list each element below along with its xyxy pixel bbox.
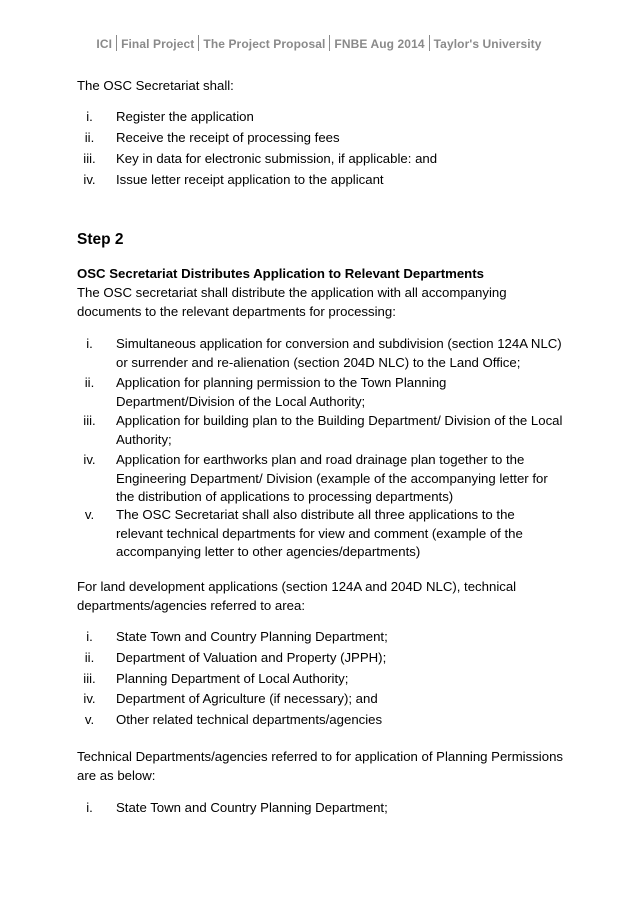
header-intake: FNBE Aug 2014 bbox=[334, 37, 425, 51]
list-text: Department of Valuation and Property (JPPH); bbox=[116, 650, 387, 665]
header-divider bbox=[329, 35, 330, 51]
list-text: Application for planning permission to the Town Planning Department/Division of the Local Authority; bbox=[116, 375, 447, 409]
list-text: Register the application bbox=[116, 109, 254, 124]
list-text: State Town and Country Planning Department; bbox=[116, 800, 388, 815]
list-text: Department of Agriculture (if necessary); and bbox=[116, 691, 378, 706]
list-number: iv. bbox=[83, 172, 96, 187]
section-subheading: OSC Secretariat Distributes Application to Relevant Departments bbox=[77, 266, 484, 281]
header-section: The Project Proposal bbox=[203, 37, 326, 51]
list-number: i. bbox=[86, 800, 93, 815]
distribution-paragraph: The OSC secretariat shall distribute the application with all accompanying documents to the relevant departments for processing: bbox=[77, 285, 507, 319]
list-text: Issue letter receipt application to the applicant bbox=[116, 172, 384, 187]
list-number: iv. bbox=[83, 452, 96, 467]
list-number: i. bbox=[86, 336, 93, 351]
list-text: Key in data for electronic submission, if applicable: and bbox=[116, 151, 438, 166]
list-text: Simultaneous application for conversion and subdivision (section 124A NLC) or surrender and re-alienation (section 204D NLC) to the Land Office; bbox=[116, 336, 562, 370]
list-text: Planning Department of Local Authority; bbox=[116, 671, 349, 686]
list-number: ii. bbox=[84, 130, 95, 145]
page-header bbox=[0, 35, 638, 51]
list-number: iii. bbox=[83, 151, 96, 166]
list-number: iii. bbox=[83, 671, 96, 686]
header-divider bbox=[429, 35, 430, 51]
header-course: ICI bbox=[96, 37, 113, 51]
planning-permission-paragraph: Technical Departments/agencies referred to for application of Planning Permissions are as below: bbox=[77, 749, 563, 783]
list-number: iv. bbox=[83, 691, 96, 706]
list-number: i. bbox=[86, 629, 93, 644]
list-text: Application for earthworks plan and road drainage plan together to the Engineering Department/ Division (example of the accompanying letter for the distribution of applications to processing departments) bbox=[116, 452, 548, 504]
header-project: Final Project bbox=[121, 37, 195, 51]
step-heading: Step 2 bbox=[77, 231, 124, 248]
list-text: The OSC Secretariat shall also distribute all three applications to the relevant technical departments for view and comment (example of the accompanying letter to other agencies/departments) bbox=[116, 507, 523, 559]
list-text: Receive the receipt of processing fees bbox=[116, 130, 340, 145]
list-text: Application for building plan to the Building Department/ Division of the Local Authority; bbox=[116, 413, 563, 447]
list-number: ii. bbox=[84, 650, 95, 665]
list-text: State Town and Country Planning Department; bbox=[116, 629, 388, 644]
header-divider bbox=[116, 35, 117, 51]
header-university: Taylor's University bbox=[433, 37, 542, 51]
intro-text: The OSC Secretariat shall: bbox=[77, 78, 234, 93]
list-number: i. bbox=[86, 109, 93, 124]
list-number: iii. bbox=[83, 413, 96, 428]
list-text: Other related technical departments/agencies bbox=[116, 712, 383, 727]
list-number: v. bbox=[84, 712, 95, 727]
list-number: ii. bbox=[84, 375, 95, 390]
list-number: v. bbox=[84, 507, 95, 522]
header-divider bbox=[198, 35, 199, 51]
land-development-paragraph: For land development applications (section 124A and 204D NLC), technical departments/agencies referred to area: bbox=[77, 579, 517, 613]
